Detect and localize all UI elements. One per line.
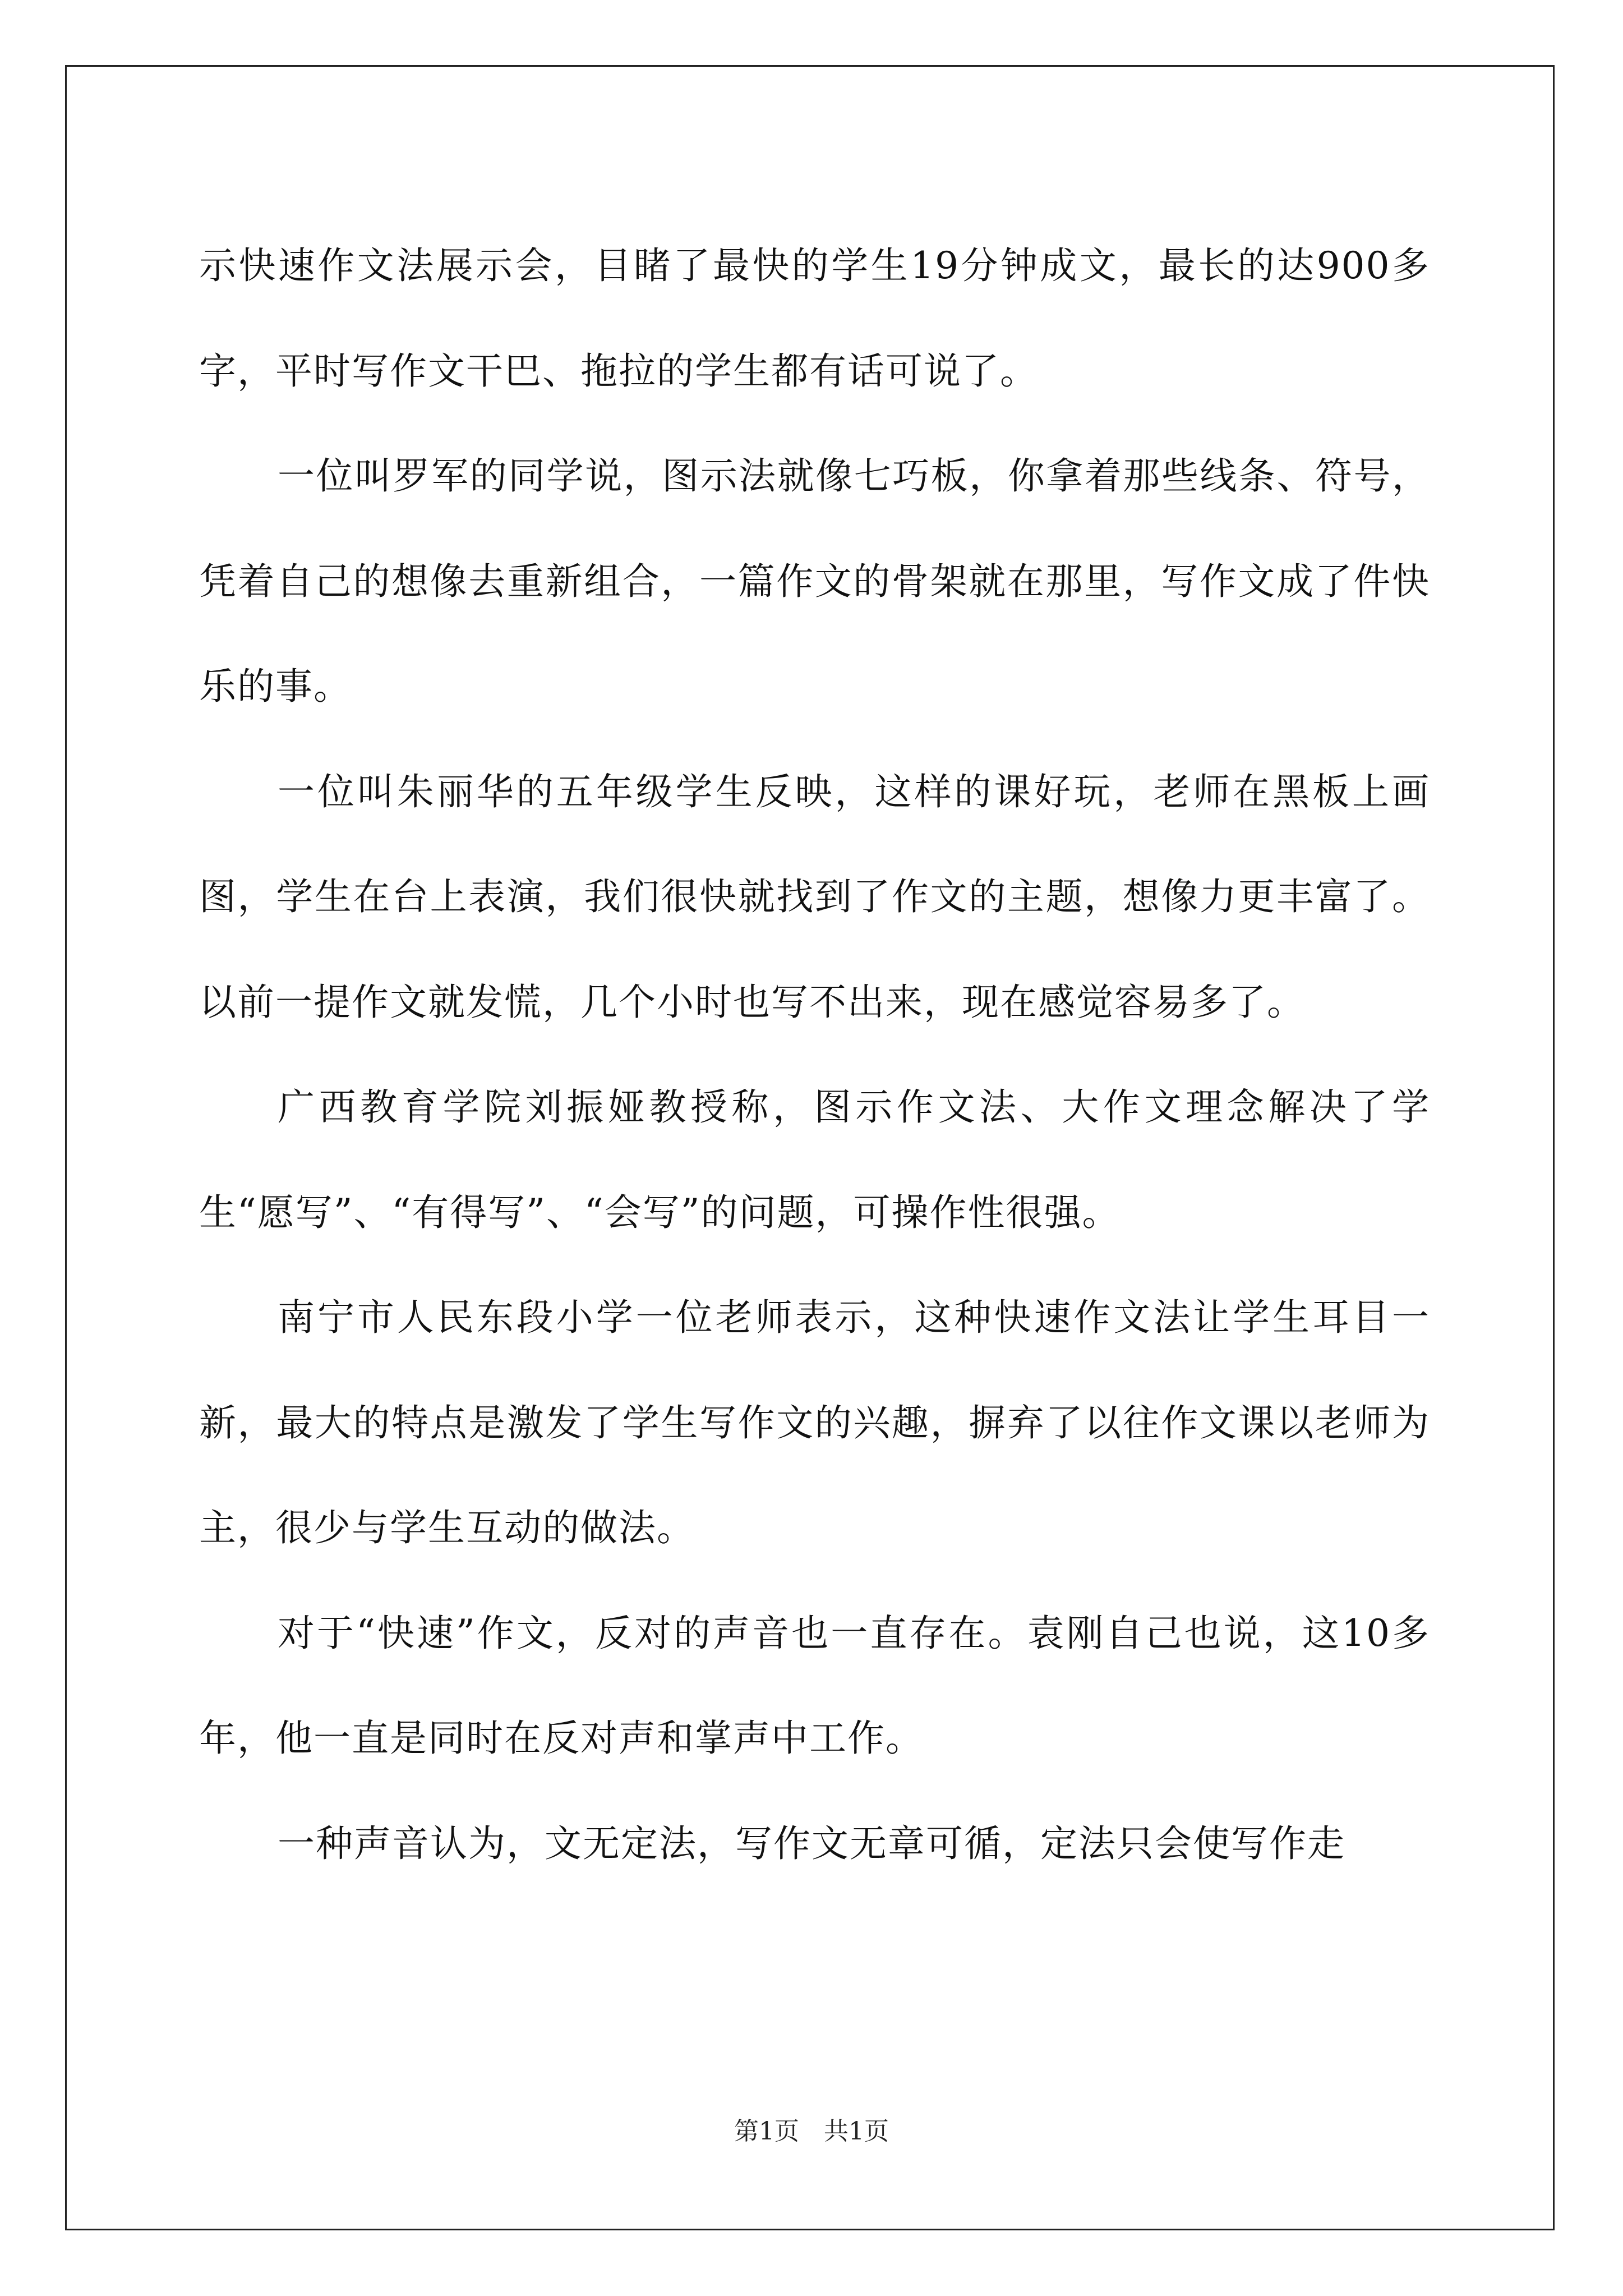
paragraph-1: 示快速作文法展示会，目睹了最快的学生19分钟成文，最长的达900多字，平时写作文干巴、拖拉的学生都有话可说了。: [199, 244, 1430, 393]
paragraph-4: 广西教育学院刘振娅教授称，图示作文法、大作文理念解决了学生“愿写”、“有得写”、“会写”的问题，可操作性很强。: [199, 1085, 1430, 1234]
page-number: 第1页: [734, 2117, 799, 2146]
paragraph-6: 对于“快速”作文，反对的声音也一直存在。袁刚自己也说，这10多年，他一直是同时在反对声和掌声中工作。: [199, 1611, 1430, 1760]
paragraph-7: 一种声音认为，文无定法，写作文无章可循，定法只会使写作走: [278, 1821, 1345, 1865]
page-total: 共1页: [824, 2117, 889, 2146]
page-footer: [0, 2115, 1623, 2148]
document-body: [199, 213, 1430, 1896]
paragraph-3: 一位叫朱丽华的五年级学生反映，这样的课好玩，老师在黑板上画图，学生在台上表演，我们很快就找到了作文的主题，想像力更丰富了。以前一提作文就发慌，几个小时也写不出来，现在感觉容易多了。: [199, 770, 1430, 1024]
paragraph-2: 一位叫罗军的同学说，图示法就像七巧板，你拿着那些线条、符号，凭着自己的想像去重新组合，一篇作文的骨架就在那里，写作文成了件快乐的事。: [199, 454, 1430, 708]
paragraph-5: 南宁市人民东段小学一位老师表示，这种快速作文法让学生耳目一新，最大的特点是激发了学生写作文的兴趣，摒弃了以往作文课以老师为主，很少与学生互动的做法。: [199, 1296, 1430, 1549]
